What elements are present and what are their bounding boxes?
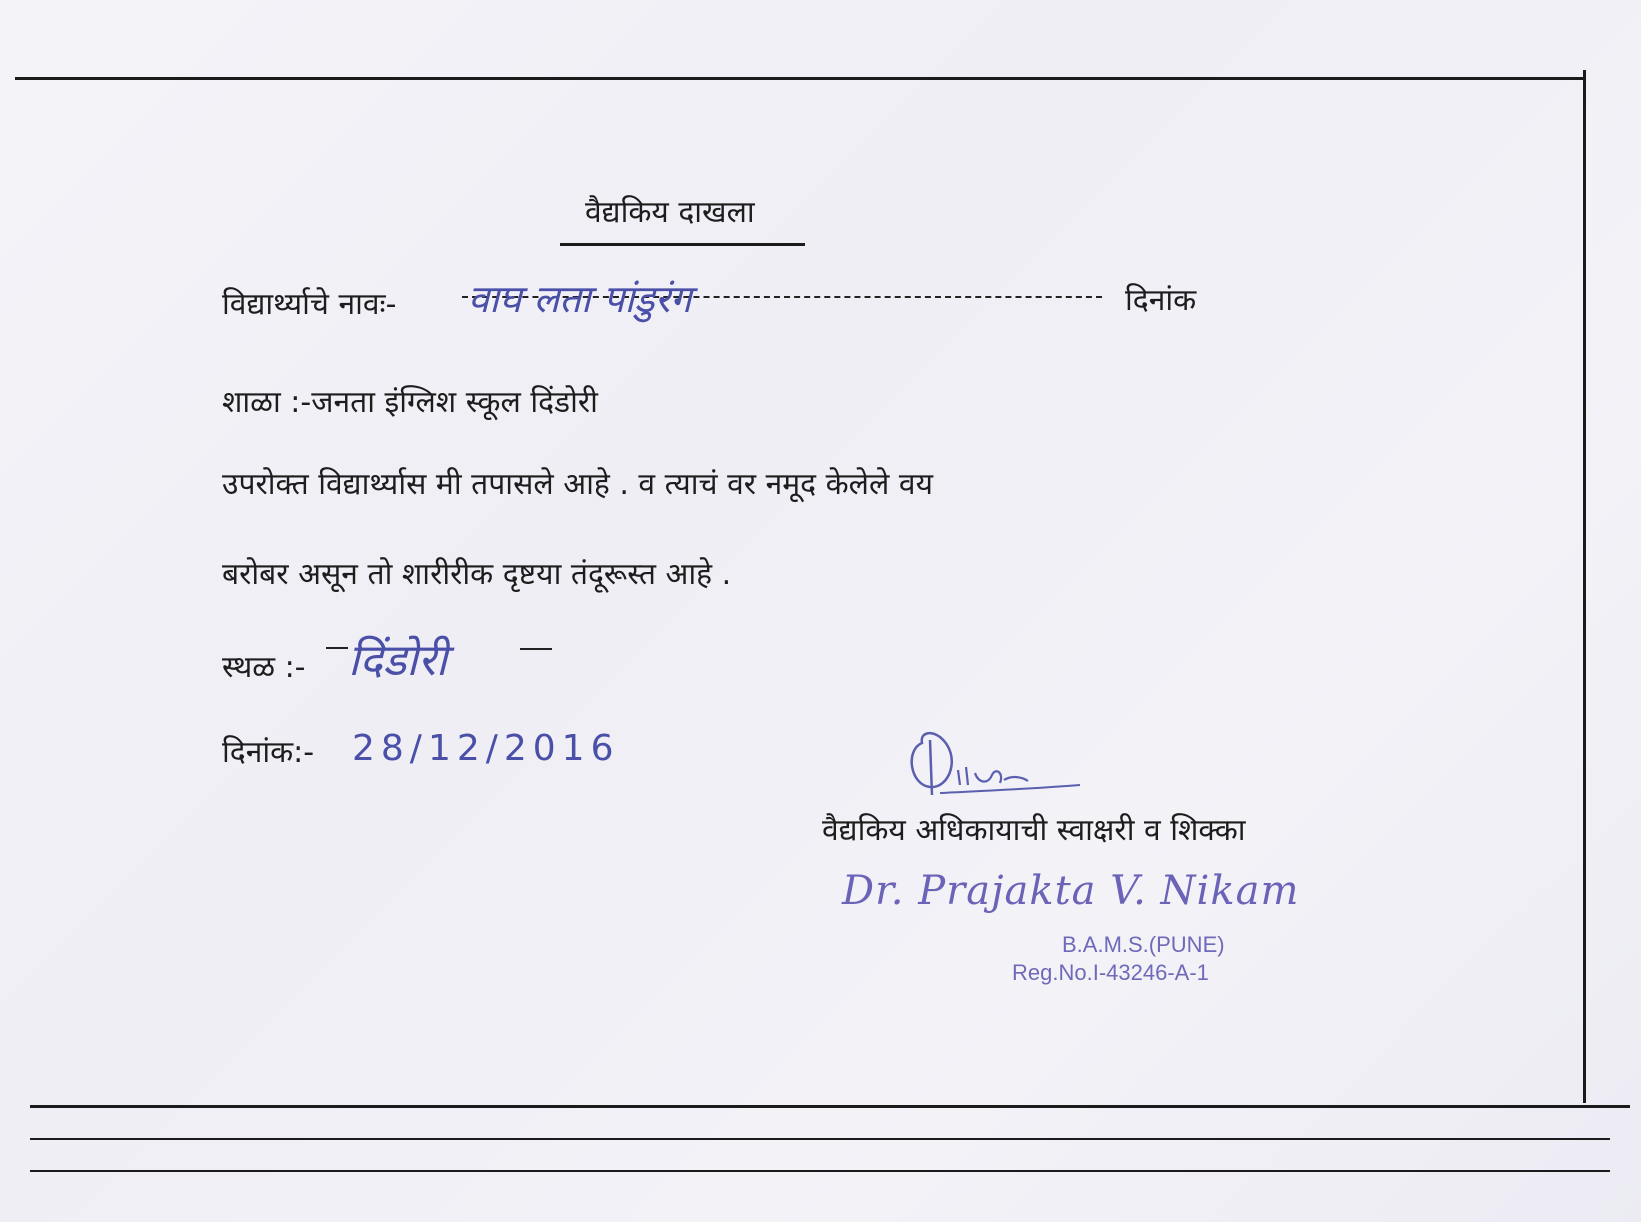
title-underline	[560, 243, 805, 246]
bottom-rule-2	[30, 1138, 1610, 1140]
place-dash-left	[326, 647, 348, 649]
place-dash-right	[520, 648, 552, 650]
date-value: 28/12/2016	[352, 728, 620, 769]
doctor-stamp-qualification: B.A.M.S.(PUNE)	[1062, 932, 1225, 957]
signature-caption: वैद्यकिय अधिकायाची स्वाक्षरी व शिक्का	[822, 813, 1246, 848]
body-line-1: उपरोक्त विद्यार्थ्यास मी तपासले आहे . व त्याचं वर नमूद केलेले वय	[222, 467, 933, 502]
student-name-label: विद्यार्थ्याचे नावः-	[222, 287, 397, 322]
signature-scribble	[900, 725, 1090, 805]
date-top-label: दिनांक	[1125, 283, 1197, 318]
certificate-title: वैद्यकिय दाखला	[585, 195, 755, 230]
place-value: दिंडोरी	[348, 635, 448, 686]
date-label: दिनांक:-	[222, 735, 315, 770]
frame-top-rule	[15, 77, 1583, 80]
body-line-2: बरोबर असून तो शारीरीक दृष्टया तंदूरूस्त आहे .	[222, 557, 732, 592]
school-line: शाळा :-जनता इंग्लिश स्कूल दिंडोरी	[222, 385, 598, 420]
doctor-stamp-registration: Reg.No.I-43246-A-1	[1012, 960, 1209, 985]
frame-bottom-rule	[30, 1105, 1630, 1108]
frame-right-rule	[1583, 70, 1586, 1103]
doctor-stamp-name: Dr. Prajakta V. Nikam	[842, 868, 1300, 914]
bottom-rule-3	[30, 1170, 1610, 1172]
place-label: स्थळ :-	[222, 650, 306, 685]
student-name-value: वाघ लता पांडुरंग	[468, 277, 692, 321]
